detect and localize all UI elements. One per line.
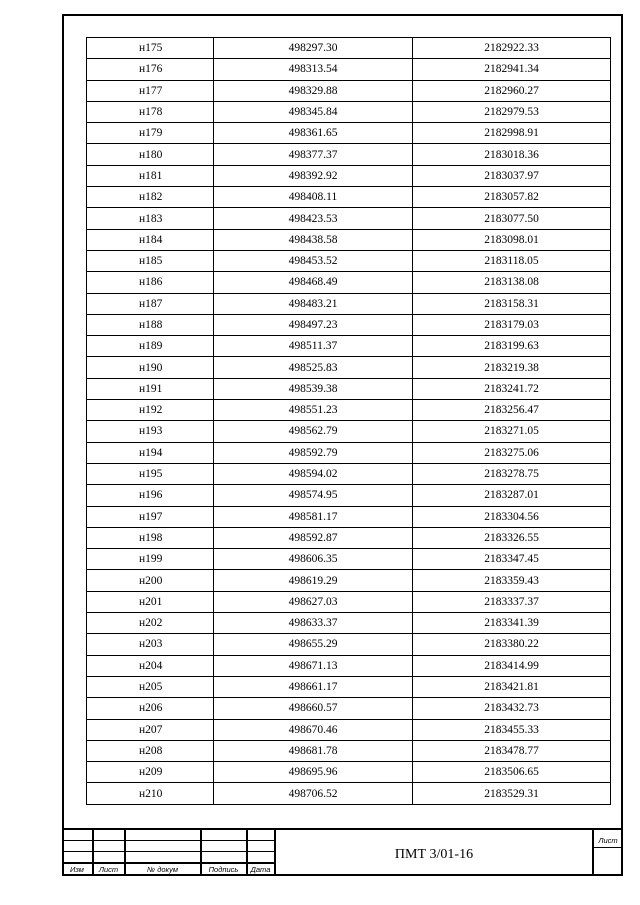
x-coordinate-cell: 498562.79 <box>214 421 413 442</box>
table-row <box>87 613 611 634</box>
point-id-cell: н210 <box>87 783 214 804</box>
y-coordinate-cell: 2183432.73 <box>413 698 611 719</box>
y-coordinate-cell: 2183271.05 <box>413 421 611 442</box>
table-row <box>87 378 611 399</box>
x-coordinate-cell: 498592.87 <box>214 527 413 548</box>
point-id-cell: н192 <box>87 400 214 421</box>
point-id-cell: н206 <box>87 698 214 719</box>
table-row <box>87 676 611 697</box>
y-coordinate-cell: 2183098.01 <box>413 229 611 250</box>
table-row <box>87 272 611 293</box>
table-row <box>87 762 611 783</box>
coordinates-table <box>86 37 611 805</box>
table-row <box>87 506 611 527</box>
x-coordinate-cell: 498592.79 <box>214 442 413 463</box>
y-coordinate-cell: 2183337.37 <box>413 591 611 612</box>
table-row <box>87 655 611 676</box>
table-row <box>87 250 611 271</box>
point-id-cell: н200 <box>87 570 214 591</box>
x-coordinate-cell: 498361.65 <box>214 123 413 144</box>
y-coordinate-cell: 2183421.81 <box>413 676 611 697</box>
point-id-cell: н185 <box>87 250 214 271</box>
table-row <box>87 698 611 719</box>
x-coordinate-cell: 498297.30 <box>214 38 413 59</box>
x-coordinate-cell: 498606.35 <box>214 549 413 570</box>
x-coordinate-cell: 498329.88 <box>214 80 413 101</box>
table-row <box>87 485 611 506</box>
x-coordinate-cell: 498670.46 <box>214 719 413 740</box>
x-coordinate-cell: 498671.13 <box>214 655 413 676</box>
point-id-cell: н183 <box>87 208 214 229</box>
y-coordinate-cell: 2183241.72 <box>413 378 611 399</box>
x-coordinate-cell: 498581.17 <box>214 506 413 527</box>
y-coordinate-cell: 2183506.65 <box>413 762 611 783</box>
y-coordinate-cell: 2183478.77 <box>413 740 611 761</box>
x-coordinate-cell: 498392.92 <box>214 165 413 186</box>
point-id-cell: н201 <box>87 591 214 612</box>
table-row <box>87 442 611 463</box>
point-id-cell: н197 <box>87 506 214 527</box>
y-coordinate-cell: 2183326.55 <box>413 527 611 548</box>
point-id-cell: н190 <box>87 357 214 378</box>
point-id-cell: н184 <box>87 229 214 250</box>
y-coordinate-cell: 2183529.31 <box>413 783 611 804</box>
y-coordinate-cell: 2183138.08 <box>413 272 611 293</box>
x-coordinate-cell: 498483.21 <box>214 293 413 314</box>
x-coordinate-cell: 498574.95 <box>214 485 413 506</box>
point-id-cell: н196 <box>87 485 214 506</box>
point-id-cell: н186 <box>87 272 214 293</box>
x-coordinate-cell: 498655.29 <box>214 634 413 655</box>
x-coordinate-cell: 498551.23 <box>214 400 413 421</box>
x-coordinate-cell: 498438.58 <box>214 229 413 250</box>
title-block <box>62 828 623 876</box>
point-id-cell: н208 <box>87 740 214 761</box>
x-coordinate-cell: 498706.52 <box>214 783 413 804</box>
y-coordinate-cell: 2183347.45 <box>413 549 611 570</box>
y-coordinate-cell: 2183057.82 <box>413 187 611 208</box>
table-row <box>87 144 611 165</box>
table-row <box>87 59 611 80</box>
y-coordinate-cell: 2183304.56 <box>413 506 611 527</box>
x-coordinate-cell: 498660.57 <box>214 698 413 719</box>
point-id-cell: н205 <box>87 676 214 697</box>
point-id-cell: н178 <box>87 101 214 122</box>
y-coordinate-cell: 2182922.33 <box>413 38 611 59</box>
y-coordinate-cell: 2183455.33 <box>413 719 611 740</box>
point-id-cell: н191 <box>87 378 214 399</box>
stamp-label-change: Изм <box>70 865 84 874</box>
table-row <box>87 38 611 59</box>
y-coordinate-cell: 2183275.06 <box>413 442 611 463</box>
table-row <box>87 740 611 761</box>
x-coordinate-cell: 498313.54 <box>214 59 413 80</box>
table-row <box>87 187 611 208</box>
point-id-cell: н207 <box>87 719 214 740</box>
point-id-cell: н195 <box>87 463 214 484</box>
x-coordinate-cell: 498627.03 <box>214 591 413 612</box>
point-id-cell: н180 <box>87 144 214 165</box>
x-coordinate-cell: 498661.17 <box>214 676 413 697</box>
table-row <box>87 570 611 591</box>
x-coordinate-cell: 498468.49 <box>214 272 413 293</box>
x-coordinate-cell: 498594.02 <box>214 463 413 484</box>
stamp-label-doc-number: № докум <box>147 865 178 874</box>
x-coordinate-cell: 498497.23 <box>214 314 413 335</box>
y-coordinate-cell: 2183287.01 <box>413 485 611 506</box>
x-coordinate-cell: 498525.83 <box>214 357 413 378</box>
point-id-cell: н188 <box>87 314 214 335</box>
point-id-cell: н199 <box>87 549 214 570</box>
point-id-cell: н181 <box>87 165 214 186</box>
y-coordinate-cell: 2182941.34 <box>413 59 611 80</box>
point-id-cell: н176 <box>87 59 214 80</box>
y-coordinate-cell: 2183380.22 <box>413 634 611 655</box>
table-row <box>87 783 611 804</box>
y-coordinate-cell: 2183037.97 <box>413 165 611 186</box>
point-id-cell: н182 <box>87 187 214 208</box>
y-coordinate-cell: 2183359.43 <box>413 570 611 591</box>
y-coordinate-cell: 2183118.05 <box>413 250 611 271</box>
table-row <box>87 463 611 484</box>
x-coordinate-cell: 498345.84 <box>214 101 413 122</box>
point-id-cell: н187 <box>87 293 214 314</box>
y-coordinate-cell: 2183278.75 <box>413 463 611 484</box>
table-row <box>87 229 611 250</box>
table-row <box>87 101 611 122</box>
table-row <box>87 591 611 612</box>
x-coordinate-cell: 498408.11 <box>214 187 413 208</box>
coordinates-table-body <box>87 38 611 805</box>
point-id-cell: н202 <box>87 613 214 634</box>
stamp-label-signature: Подпись <box>208 865 239 874</box>
stamp-label-date: Дата <box>250 865 271 874</box>
y-coordinate-cell: 2182998.91 <box>413 123 611 144</box>
x-coordinate-cell: 498539.38 <box>214 378 413 399</box>
y-coordinate-cell: 2183219.38 <box>413 357 611 378</box>
stamp-label-sheet: Лист <box>98 865 119 874</box>
x-coordinate-cell: 498511.37 <box>214 336 413 357</box>
y-coordinate-cell: 2182960.27 <box>413 80 611 101</box>
x-coordinate-cell: 498377.37 <box>214 144 413 165</box>
table-row <box>87 357 611 378</box>
x-coordinate-cell: 498453.52 <box>214 250 413 271</box>
document-code: ПМТ 3/01-16 <box>394 847 474 862</box>
point-id-cell: н177 <box>87 80 214 101</box>
x-coordinate-cell: 498695.96 <box>214 762 413 783</box>
point-id-cell: н194 <box>87 442 214 463</box>
y-coordinate-cell: 2183341.39 <box>413 613 611 634</box>
x-coordinate-cell: 498633.37 <box>214 613 413 634</box>
table-row <box>87 165 611 186</box>
table-row <box>87 400 611 421</box>
x-coordinate-cell: 498423.53 <box>214 208 413 229</box>
point-id-cell: н175 <box>87 38 214 59</box>
y-coordinate-cell: 2183077.50 <box>413 208 611 229</box>
table-row <box>87 314 611 335</box>
table-row <box>87 293 611 314</box>
point-id-cell: н203 <box>87 634 214 655</box>
x-coordinate-cell: 498681.78 <box>214 740 413 761</box>
table-row <box>87 208 611 229</box>
y-coordinate-cell: 2183158.31 <box>413 293 611 314</box>
table-row <box>87 123 611 144</box>
x-coordinate-cell: 498619.29 <box>214 570 413 591</box>
y-coordinate-cell: 2183199.63 <box>413 336 611 357</box>
table-row <box>87 336 611 357</box>
point-id-cell: н204 <box>87 655 214 676</box>
table-row <box>87 719 611 740</box>
table-row <box>87 421 611 442</box>
y-coordinate-cell: 2183256.47 <box>413 400 611 421</box>
y-coordinate-cell: 2182979.53 <box>413 101 611 122</box>
table-row <box>87 634 611 655</box>
y-coordinate-cell: 2183414.99 <box>413 655 611 676</box>
y-coordinate-cell: 2183179.03 <box>413 314 611 335</box>
point-id-cell: н198 <box>87 527 214 548</box>
point-id-cell: н189 <box>87 336 214 357</box>
table-row <box>87 527 611 548</box>
point-id-cell: н209 <box>87 762 214 783</box>
point-id-cell: н193 <box>87 421 214 442</box>
table-row <box>87 549 611 570</box>
point-id-cell: н179 <box>87 123 214 144</box>
table-row <box>87 80 611 101</box>
y-coordinate-cell: 2183018.36 <box>413 144 611 165</box>
sheet-label: Лист <box>598 836 618 845</box>
